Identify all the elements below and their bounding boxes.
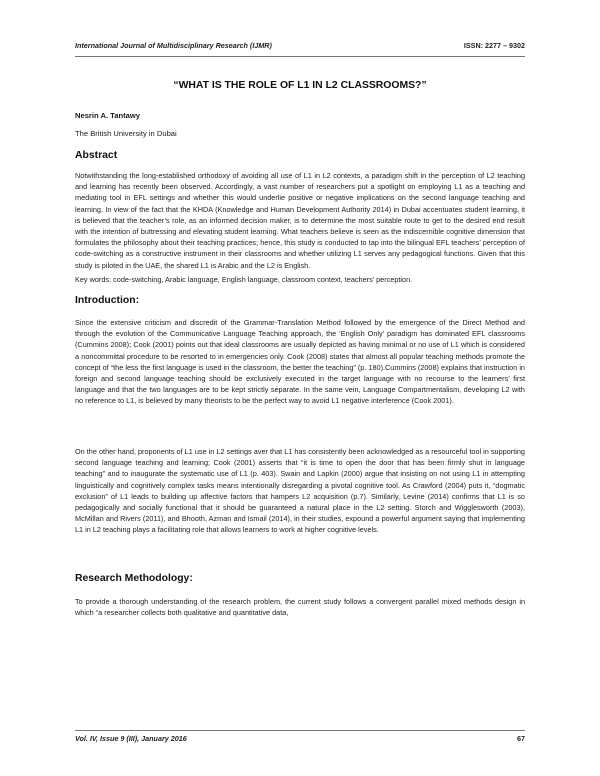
abstract-text: Notwithstanding the long-established orthodoxy of avoiding all use of L1 in L2 contexts, a paradigm shift in the perception of L2 teaching and learning has recently been observed. Accordingly, a vast number of researchers put a spotlight on employing L1 as a teaching and mediating tool in EFL settings and whether this would underlie positive or negative implications on the second language teaching and learning. In view of the fact that the KHDA (Knowledge and Human Development Authority 2014) in Dubai accentuates student learning, it is believed that the teacher’s role, as an informed decision maker, is to determine the most suitable route to get to the desired end result with the intention of buttressing and elevating student learning. What teachers believe is seen as the indiscernible cognitive dimension that formulates the philosophy about their teaching practices; hence, this study is conducted to tap into the bilingual EFL teachers’ perception of code-switching as a constructive instrument in their classrooms and whether utilizing L1 serves any pedagogical functions. Given that this study is piloted in the UAE, the shared L1 is Arabic and the L2 is English. bbox=[75, 171, 525, 270]
header-divider bbox=[75, 56, 525, 57]
introduction-paragraph-2: On the other hand, proponents of L1 use in L2 settings aver that L1 has consistently been acknowledged as a resourceful tool in supporting second language teaching and learning; Cook (2001) asserts that “it is time to open the door that has been firmly shut in language teaching” and to inaugurate the systematic use of L1 (p. 403). Swain and Lapkin (2000) argue that insisting on not using L1 in attempting linguistically and cognitively complex tasks means intentionally disregarding a pivotal cognitive tool. As Crawford (2004) puts it, “dogmatic exclusion” of L1 leads to building up affective factors that hampers L2 acquisition (p.7). Similarly, Levine (2014) confirms that L1 is so pedagogically and socially functional that it should be guaranteed a natural place in the L2 setting. Storch and Wigglesworth (2003), McMillan and Rivers (2011), and Bhooth, Azman and Ismail (2014), in their studies, expound a powerful argument saying that implementing L1 in L2 teaching plays a facilitating role that allows learners to work at higher cognitive levels. bbox=[75, 447, 525, 535]
issue-info: Vol. IV, Issue 9 (III), January 2016 bbox=[75, 734, 187, 743]
issn-number: ISSN: 2277 – 9302 bbox=[463, 41, 525, 50]
abstract-heading: Abstract bbox=[75, 150, 118, 161]
introduction-heading: Introduction: bbox=[75, 295, 140, 306]
introduction-paragraph-1: Since the extensive criticism and discredit of the Grammar-Translation Method followed by the emergence of the Direct Method and through the evolution of the Communicative Language Teaching approach, the ‘English Only’ paradigm has dominated EFL classrooms (Cummins 2008); Cook (2001) points out that ideal classrooms are usually depicted as having minimal or no use of L1 which is considered a noncommittal procedure to be resorted to in emergencies only. Cook (2008) states that almost all popular teaching methods promote the concept of “the less the first language is used in the classroom, the better the teaching” (p. 180).Cummins (2008) explains that instruction in foreign and second language teaching should be exclusively executed in the target language with no recourse to the learners’ first language and that the two languages are to be kept strictly separate. In the same vein, Language Compartmentalism, developing L2 with no reference to L1, is believed by many theorists to be the perfect way to avoid L1 negative interference (Cook 2001). bbox=[75, 318, 525, 406]
author-affiliation: The British University in Dubai bbox=[75, 129, 177, 138]
keywords: Key words: code-switching, Arabic language, English language, classroom context, teachers’ perception. bbox=[75, 275, 413, 284]
footer-divider bbox=[75, 730, 525, 731]
article-title: “WHAT IS THE ROLE OF L1 IN L2 CLASSROOMS?” bbox=[173, 80, 427, 91]
author-name: Nesrin A. Tantawy bbox=[75, 111, 140, 120]
journal-name: International Journal of Multidisciplinary Research (IJMR) bbox=[75, 41, 272, 50]
running-footer bbox=[75, 734, 525, 748]
methodology-heading: Research Methodology: bbox=[75, 573, 193, 584]
running-header bbox=[75, 41, 525, 55]
methodology-paragraph-1: To provide a thorough understanding of the research problem, the current study follows a convergent parallel mixed methods design in which “a researcher collects both qualitative and quantitative data, bbox=[75, 597, 525, 618]
page-number: 67 bbox=[517, 734, 525, 743]
